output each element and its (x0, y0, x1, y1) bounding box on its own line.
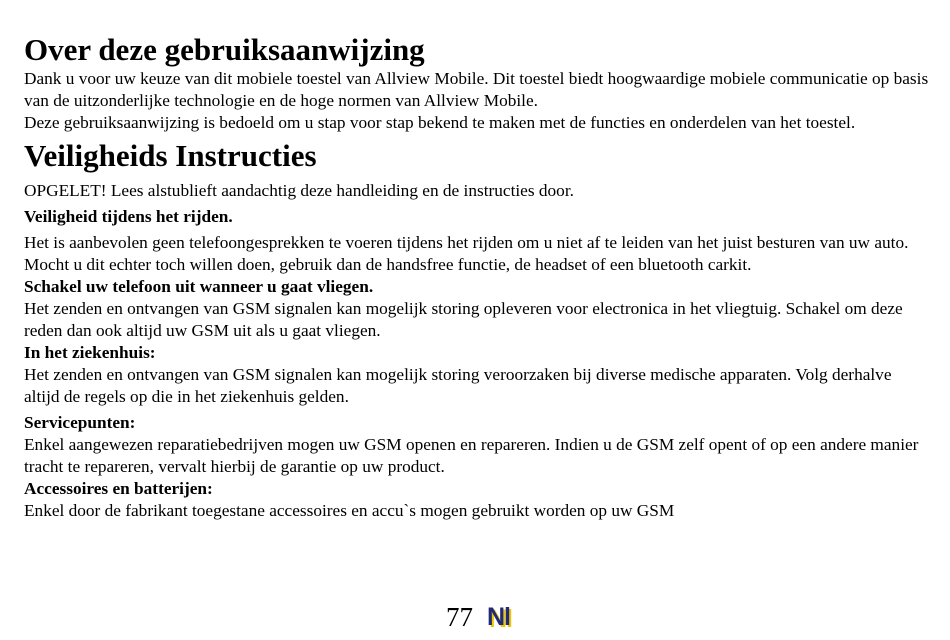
section-heading-driving: Veiligheid tijdens het rijden. (24, 207, 233, 226)
section-text-hospital: Het zenden en ontvangen van GSM signalen kan mogelijk storing veroorzaken bij diverse medische apparaten. Volg derhalve altijd de regels op die in het ziekenhuis gelden. (24, 365, 892, 406)
section-text-driving: Het is aanbevolen geen telefoongesprekken te voeren tijdens het rijden om u niet af te leiden van het juist besturen van uw auto. Mocht u dit echter toch willen doen, gebruik dan de handsfree functie, de headset of een bluetooth carkit. (24, 233, 909, 274)
intro-paragraph-2: Deze gebruiksaanwijzing is bedoeld om u stap voor stap bekend te maken met de functies en onderdelen van het toestel. (24, 113, 856, 132)
page-footer (446, 600, 510, 634)
document-page (24, 32, 929, 522)
page-number: 77 (446, 602, 473, 632)
section-heading-flying: Schakel uw telefoon uit wanneer u gaat vliegen. (24, 277, 374, 296)
section-text-flying: Het zenden en ontvangen van GSM signalen kan mogelijk storing opleveren voor electronica in het vliegtuig. Schakel om deze reden dan ook altijd uw GSM uit als u gaat vliegen. (24, 299, 903, 340)
safety-title: Veiligheids Instructies (24, 138, 317, 173)
section-text-accessories: Enkel door de fabrikant toegestane accessoires en accu`s mogen gebruikt worden op uw GSM (24, 501, 675, 520)
section-heading-hospital: In het ziekenhuis: (24, 343, 156, 362)
safety-warning: OPGELET! Lees alstublieft aandachtig deze handleiding en de instructies door. (24, 181, 574, 200)
section-heading-service: Servicepunten: (24, 413, 136, 432)
intro-title: Over deze gebruiksaanwijzing (24, 32, 425, 67)
intro-paragraph-1: Dank u voor uw keuze van dit mobiele toestel van Allview Mobile. Dit toestel biedt hoogwaardige mobiele communicatie op basis van de uitzonderlijke technologie en de hoge normen van Allview Mobile. (24, 69, 929, 110)
section-text-service: Enkel aangewezen reparatiebedrijven mogen uw GSM openen en repareren. Indien u de GSM zelf opent of op een andere manier tracht te repareren, vervalt hierbij de garantie op uw product. (24, 435, 919, 476)
section-heading-accessories: Accessoires en batterijen: (24, 479, 213, 498)
language-badge: Nl (487, 603, 510, 631)
